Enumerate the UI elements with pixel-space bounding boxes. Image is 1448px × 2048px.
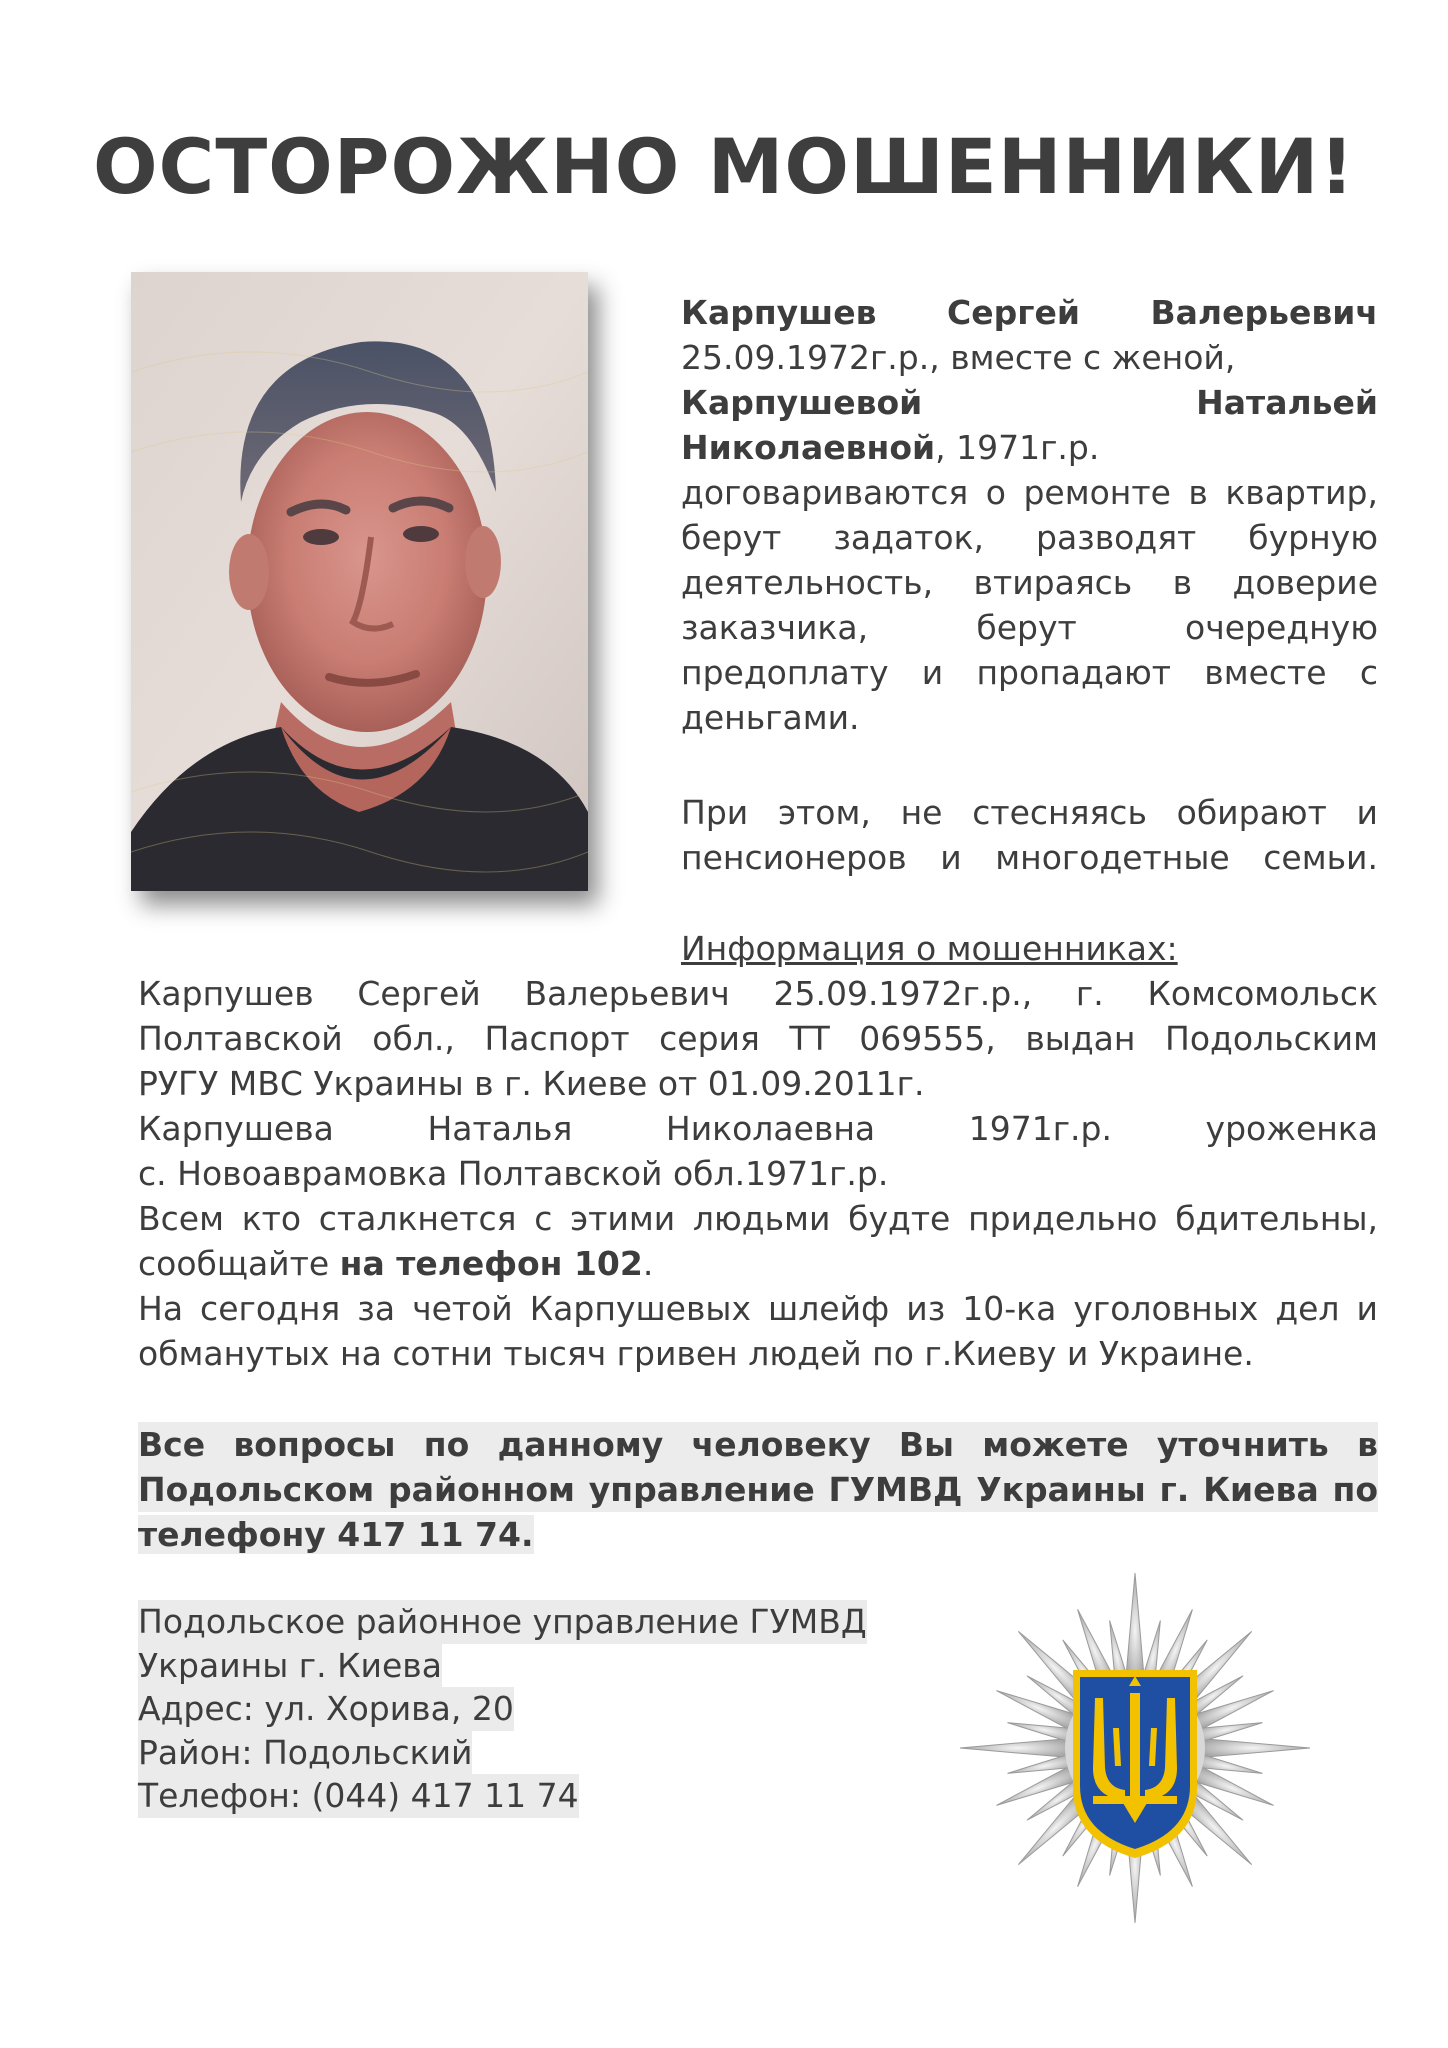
police-emblem-icon xyxy=(945,1568,1325,1928)
intro-paragraph xyxy=(681,290,1378,740)
contact-city: Украины г. Киева xyxy=(138,1644,442,1688)
intro-wife-year: , 1971г.р. xyxy=(935,428,1100,467)
intro-line-4 xyxy=(681,425,1378,470)
info-report-text: сообщайте xyxy=(138,1244,340,1283)
second-paragraph xyxy=(681,790,1378,880)
notice-paragraph xyxy=(138,1422,1378,1557)
info-line-7 xyxy=(138,1241,1378,1286)
contact-phone: Телефон: (044) 417 11 74 xyxy=(138,1774,579,1818)
info-line-5: с. Новоаврамовка Полтавской обл.1971г.р. xyxy=(138,1154,889,1193)
second-line-2: пенсионеров и многодетные семьи. xyxy=(681,838,1378,877)
info-line-4: Карпушева Наталья Николаевна 1971г.р. уроженка xyxy=(138,1109,1378,1148)
notice-line-1: Все вопросы по данному человеку Вы можете уточнить в xyxy=(138,1422,1378,1467)
info-line-8: На сегодня за четой Карпушевых шлейф из 10-ка уголовных дел и xyxy=(138,1289,1378,1328)
notice-line-2: Подольском районном управление ГУМВД Украины г. Киева по xyxy=(138,1467,1378,1512)
contact-org: Подольское районное управление ГУМВД xyxy=(138,1600,867,1644)
notice-line-3-text: телефону 417 11 74. xyxy=(138,1515,534,1554)
intro-line-2: 25.09.1972г.р., вместе с женой, xyxy=(681,338,1236,377)
contact-block xyxy=(138,1600,867,1818)
intro-line-8: заказчика, берут очередную xyxy=(681,608,1378,647)
info-heading xyxy=(681,926,1378,971)
info-paragraph xyxy=(138,971,1378,1376)
info-phone-102: на телефон 102 xyxy=(339,1244,643,1283)
contact-district: Район: Подольский xyxy=(138,1731,472,1775)
page-title: ОСТОРОЖНО МОШЕННИКИ! xyxy=(92,122,1356,211)
info-line-1: Карпушев Сергей Валерьевич 25.09.1972г.р., г. Комсомольск xyxy=(138,974,1378,1013)
intro-wife-name: Николаевной xyxy=(681,428,936,467)
intro-line-6: берут задаток, разводят бурную xyxy=(681,518,1378,557)
intro-line-7: деятельность, втираясь в доверие xyxy=(681,563,1378,602)
info-line-7-end: . xyxy=(642,1244,654,1283)
intro-line-5: договариваются о ремонте в квартир, xyxy=(681,473,1378,512)
info-line-3: РУГУ МВС Украины в г. Киеве от 01.09.2011г. xyxy=(138,1064,925,1103)
second-line-1: При этом, не стесняясь обирают и xyxy=(681,793,1378,832)
intro-line-1: Карпушев Сергей Валерьевич xyxy=(681,293,1378,332)
notice-line-3 xyxy=(138,1512,1378,1557)
info-heading-text: Информация о мошенниках: xyxy=(681,929,1178,968)
info-line-2: Полтавской обл., Паспорт серия ТТ 069555, выдан Подольским xyxy=(138,1019,1378,1058)
intro-line-9: предоплату и пропадают вместе с xyxy=(681,653,1378,692)
info-line-9: обманутых на сотни тысяч гривен людей по г.Киеву и Украине. xyxy=(138,1334,1254,1373)
info-line-6: Всем кто сталкнется с этими людьми будте придельно бдительны, xyxy=(138,1199,1378,1238)
contact-address: Адрес: ул. Хорива, 20 xyxy=(138,1687,514,1731)
intro-line-3: Карпушевой Натальей xyxy=(681,383,1378,422)
suspect-photo xyxy=(131,272,588,891)
intro-line-10: деньгами. xyxy=(681,698,860,737)
